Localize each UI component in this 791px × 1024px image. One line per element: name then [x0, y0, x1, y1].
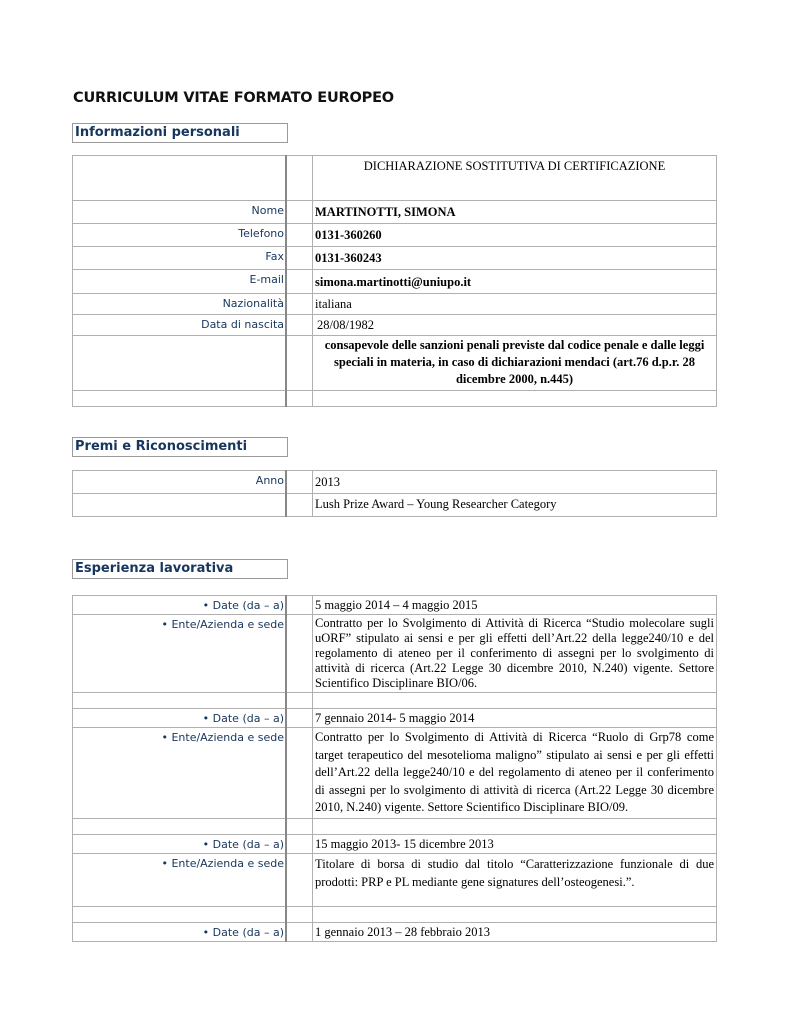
- value-dates: 7 gennaio 2014- 5 maggio 2014: [313, 709, 717, 728]
- label-telefono: Telefono: [73, 224, 287, 247]
- label-data-nascita: Data di nascita: [73, 315, 287, 336]
- document-title: CURRICULUM VITAE FORMATO EUROPEO: [73, 90, 394, 106]
- label-fax: Fax: [73, 247, 287, 270]
- label-dates: • Date (da – a): [73, 596, 287, 615]
- declaration-header: DICHIARAZIONE SOSTITUTIVA DI CERTIFICAZIONE: [313, 156, 717, 201]
- value-data-nascita: 28/08/1982: [313, 315, 717, 336]
- value-ente: Titolare di borsa di studio dal titolo “Caratterizzazione funzionale di due prodotti: PRP e PL mediante gene signatures dell’osteogenesi.”.: [313, 854, 717, 907]
- declaration-statement: consapevole delle sanzioni penali previste dal codice penale e dalle leggi speciali in materia, in caso di dichiarazioni mendaci (art.76 d.p.r. 28 dicembre 2000, n.445): [313, 336, 717, 391]
- value-ente: Contratto per lo Svolgimento di Attività di Ricerca “Studio molecolare sugli uORF” stipulato ai sensi e per gli effetti dell’Art.22 della legge240/10 e del regolamento di ateneo per il conferimento di assegni per lo svolgimento di attività di ricerca (Art.22 Legge 30 dicembre 2010, N.240) vigente. Settore Scientifico Disciplinare BIO/06.: [313, 615, 717, 693]
- section-heading-personal: Informazioni personali: [72, 123, 288, 143]
- value-dates: 15 maggio 2013- 15 dicembre 2013: [313, 835, 717, 854]
- value-fax: 0131-360243: [313, 247, 717, 270]
- label-ente: • Ente/Azienda e sede: [73, 615, 287, 693]
- value-telefono: 0131-360260: [313, 224, 717, 247]
- section-heading-awards: Premi e Riconoscimenti: [72, 437, 288, 457]
- awards-table: [72, 470, 717, 517]
- experience-table: [72, 595, 717, 942]
- label-ente: • Ente/Azienda e sede: [73, 728, 287, 819]
- label-anno: Anno: [73, 471, 287, 494]
- value-award: Lush Prize Award – Young Researcher Category: [313, 494, 717, 517]
- label-ente: • Ente/Azienda e sede: [73, 854, 287, 907]
- value-anno: 2013: [313, 471, 717, 494]
- value-nazionalita: italiana: [313, 294, 717, 315]
- personal-info-table: [72, 155, 717, 407]
- label-dates: • Date (da – a): [73, 923, 287, 942]
- label-dates: • Date (da – a): [73, 835, 287, 854]
- section-heading-experience: Esperienza lavorativa: [72, 559, 288, 579]
- label-email: E-mail: [73, 270, 287, 294]
- label-dates: • Date (da – a): [73, 709, 287, 728]
- value-email: simona.martinotti@uniupo.it: [313, 270, 717, 294]
- label-nome: Nome: [73, 201, 287, 224]
- value-dates: 5 maggio 2014 – 4 maggio 2015: [313, 596, 717, 615]
- value-nome: MARTINOTTI, SIMONA: [313, 201, 717, 224]
- value-dates: 1 gennaio 2013 – 28 febbraio 2013: [313, 923, 717, 942]
- label-nazionalita: Nazionalità: [73, 294, 287, 315]
- value-ente: Contratto per lo Svolgimento di Attività di Ricerca “Ruolo di Grp78 come target terapeutico del mesotelioma maligno” stipulato ai sensi e per gli effetti dell’Art.22 della legge240/10 e del regolamento di ateneo per il conferimento di assegni per lo svolgimento di attività di ricerca (Art.22 Legge 30 dicembre 2010, N.240) vigente. Settore Scientifico Disciplinare BIO/09.: [313, 728, 717, 819]
